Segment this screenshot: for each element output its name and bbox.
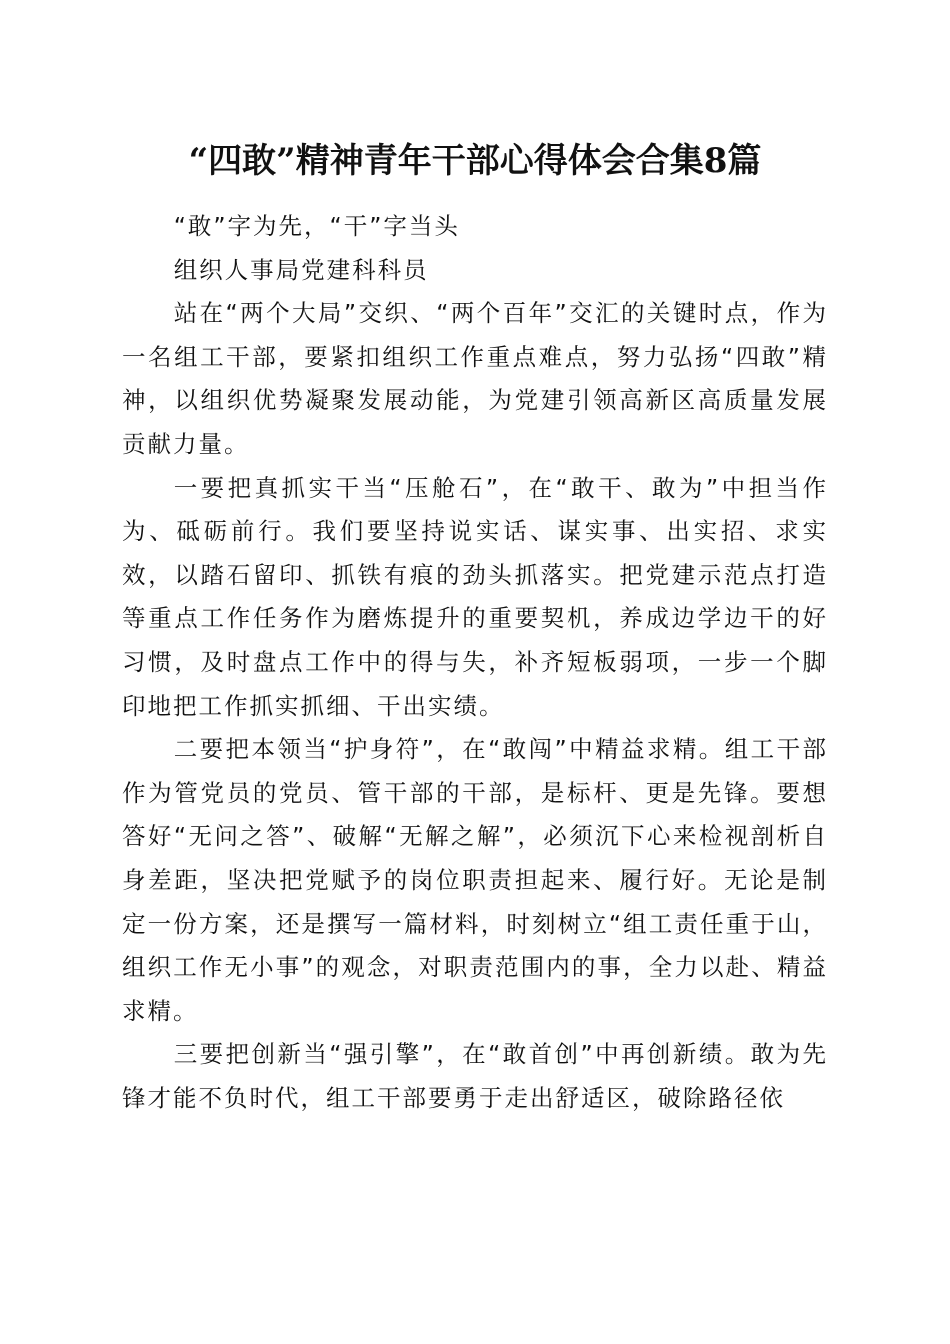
paragraph-point-1: 一要把真抓实干当“压舱石”，在“敢干、敢为”中担当作为、砥砺前行。我们要坚持说实话、谋实事、出实招、求实效，以踏石留印、抓铁有痕的劲头抓落实。把党建示范点打造等重点工作任务作为磨炼提升的重要契机，养成边学边干的好习惯，及时盘点工作中的得与失，补齐短板弱项，一步一个脚印地把工作抓实抓细、干出实绩。 xyxy=(122,473,828,720)
paragraph-point-2: 二要把本领当“护身符”，在“敢闯”中精益求精。组工干部作为管党员的党员、管干部的干部，是标杆、更是先锋。要想答好“无问之答”、破解“无解之解”，必须沉下心来检视剖析自身差距，坚决把党赋予的岗位职责担起来、履行好。无论是制定一份方案，还是撰写一篇材料，时刻树立“组工责任重于山，组织工作无小事”的观念，对职责范围内的事，全力以赴、精益求精。 xyxy=(122,735,828,1025)
paragraph-intro: 站在“两个大局”交织、“两个百年”交汇的关键时点，作为一名组工干部，要紧扣组织工作重点难点，努力弘扬“四敢”精神，以组织优势凝聚发展动能，为党建引领高新区高质量发展贡献力量。 xyxy=(122,299,828,458)
subtitle: “敢”字为先，“干”字当头 xyxy=(173,212,460,240)
author-line: 组织人事局党建科科员 xyxy=(173,255,429,284)
document-body xyxy=(122,205,828,1120)
paragraph-point-3: 三要把创新当“强引擎”，在“敢首创”中再创新绩。敢为先锋才能不负时代，组工干部要勇于走出舒适区，破除路径依 xyxy=(122,1040,828,1112)
document-title: “四敢”精神青年干部心得体会合集8篇 xyxy=(188,141,762,181)
